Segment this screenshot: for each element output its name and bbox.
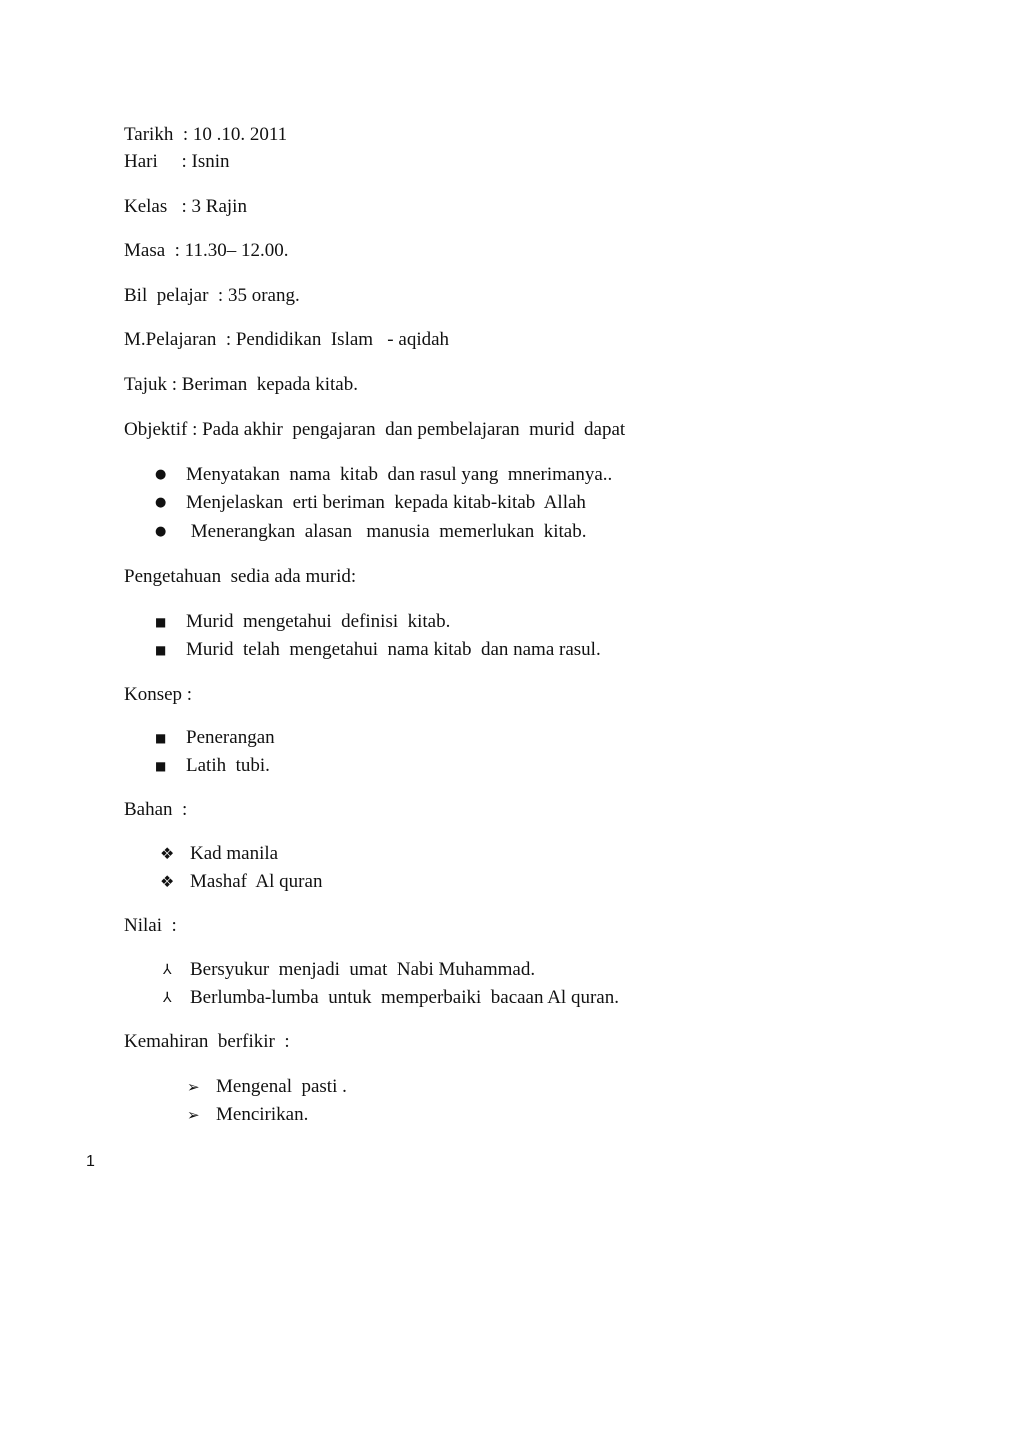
- diamond-bullet-icon: ❖: [160, 872, 175, 891]
- kemahiran-item: Mencirikan.: [216, 1104, 309, 1125]
- nilai-item: Bersyukur menjadi umat Nabi Muhammad.: [190, 959, 536, 980]
- kemahiran-item: Mengenal pasti .: [216, 1076, 347, 1097]
- caret-bullet-icon: ⅄: [163, 962, 172, 978]
- dot-bullet-icon: ●: [155, 524, 167, 539]
- square-bullet-icon: ■: [155, 731, 167, 745]
- bahan-item: Mashaf Al quran: [190, 871, 323, 892]
- objektif-heading: Objektif : Pada akhir pengajaran dan pembelajaran murid dapat: [124, 419, 626, 440]
- mata-pelajaran-line: M.Pelajaran : Pendidikan Islam - aqidah: [124, 329, 450, 350]
- hari-line: Hari : Isnin: [124, 151, 230, 172]
- square-bullet-icon: ■: [155, 759, 167, 773]
- objektif-item: Menerangkan alasan manusia memerlukan kitab.: [186, 521, 587, 542]
- kelas-line: Kelas : 3 Rajin: [124, 196, 247, 217]
- caret-bullet-icon: ⅄: [163, 990, 172, 1006]
- nilai-heading: Nilai :: [124, 915, 177, 936]
- diamond-bullet-icon: ❖: [160, 844, 175, 863]
- bahan-item: Kad manila: [190, 843, 279, 864]
- arrow-bullet-icon: ➢: [187, 1106, 200, 1124]
- konsep-item: Latih tubi.: [186, 755, 270, 776]
- tajuk-line: Tajuk : Beriman kepada kitab.: [124, 374, 358, 395]
- pengetahuan-item: Murid telah mengetahui nama kitab dan nama rasul.: [186, 639, 601, 660]
- arrow-bullet-icon: ➢: [187, 1078, 200, 1096]
- bahan-heading: Bahan :: [124, 799, 188, 820]
- kemahiran-heading: Kemahiran berfikir :: [124, 1031, 290, 1052]
- dot-bullet-icon: ●: [155, 495, 167, 510]
- square-bullet-icon: ■: [155, 643, 167, 657]
- masa-line: Masa : 11.30– 12.00.: [124, 240, 289, 261]
- pengetahuan-item: Murid mengetahui definisi kitab.: [186, 611, 451, 632]
- page-number: 1: [86, 1153, 95, 1170]
- tarikh-line: Tarikh : 10 .10. 2011: [124, 124, 288, 145]
- square-bullet-icon: ■: [155, 615, 167, 629]
- objektif-item: Menjelaskan erti beriman kepada kitab-kitab Allah: [186, 492, 586, 513]
- objektif-item: Menyatakan nama kitab dan rasul yang mnerimanya..: [186, 464, 613, 485]
- nilai-item: Berlumba-lumba untuk memperbaiki bacaan Al quran.: [190, 987, 619, 1008]
- dot-bullet-icon: ●: [155, 467, 167, 482]
- pengetahuan-heading: Pengetahuan sedia ada murid:: [124, 566, 357, 587]
- bil-pelajar-line: Bil pelajar : 35 orang.: [124, 285, 300, 306]
- konsep-heading: Konsep :: [124, 684, 193, 705]
- konsep-item: Penerangan: [186, 727, 275, 748]
